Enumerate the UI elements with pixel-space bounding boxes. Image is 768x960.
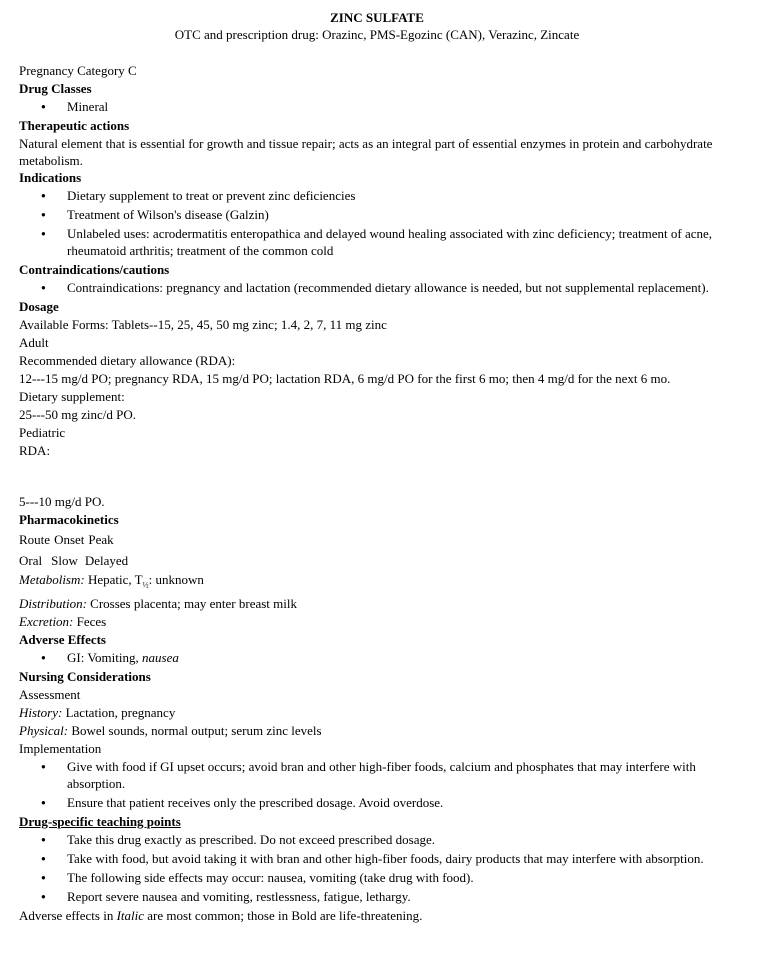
excretion-line (19, 613, 735, 631)
list-item: ● The following side effects may occur: nausea, vomiting (take drug with food). (19, 869, 735, 886)
dosage-line: Available Forms: Tablets--15, 25, 45, 50 mg zinc; 1.4, 2, 7, 11 mg zinc (19, 317, 387, 332)
list-item: ● Take this drug exactly as prescribed. Do not exceed prescribed dosage. (19, 831, 735, 848)
therapeutic-text: Natural element that is essential for growth and tissue repair; acts as an integral part of essential enzymes in protein and carbohydrate metabolism. (19, 136, 713, 168)
teaching-heading: Drug-specific teaching points (19, 813, 181, 829)
footer-note (19, 907, 735, 925)
drug-subtitle: OTC and prescription drug: Orazinc, PMS-Egozinc (CAN), Verazinc, Zincate (174, 27, 580, 42)
dosage-line: Pediatric (19, 425, 66, 440)
nursing-heading: Nursing Considerations (19, 668, 151, 684)
history-value: Lactation, pregnancy (65, 704, 176, 720)
metabolism-rest: : unknown (148, 572, 204, 587)
pregnancy-category: Pregnancy Category C (19, 63, 137, 78)
contraindications-list (19, 279, 735, 296)
list-item: ● Give with food if GI upset occurs; avoid bran and other high-fiber foods, calcium and phosphates that may interfere with absorption. (19, 758, 735, 792)
adverse-effects-heading: Adverse Effects (19, 631, 106, 647)
dosage-line: 12---15 mg/d PO; pregnancy RDA, 15 mg/d PO; lactation RDA, 6 mg/d PO for the first 6 mo; then 4 mg/d for the next 6 mo. (19, 371, 671, 386)
drug-classes-list (19, 98, 735, 115)
dosage-line: Adult (19, 335, 49, 350)
pk-header-onset: Onset (54, 532, 85, 547)
therapeutic-heading: Therapeutic actions (19, 118, 130, 133)
list-item (19, 649, 735, 666)
pk-header-route: Route (19, 532, 51, 547)
physical-line (19, 722, 735, 740)
list-item: ● Contraindications: pregnancy and lactation (recommended dietary allowance is needed, but not supplemental replacement). (19, 279, 735, 296)
pk-peak: Delayed (84, 553, 129, 568)
pediatric-rda-value: 5---10 mg/d PO. (19, 494, 105, 509)
pk-onset: Slow (51, 553, 78, 568)
half-life-subscript: ½ (142, 580, 149, 590)
list-item: ● Unlabeled uses: acrodermatitis enteropathica and delayed wound healing associated with zinc deficiency; treatment of acne, rheumatoid arthritis; treatment of the common cold (19, 225, 735, 259)
teaching-list (19, 831, 735, 905)
drug-title: ZINC SULFATE (330, 10, 424, 25)
metabolism-value: Hepatic, T (87, 572, 143, 587)
history-label: History: (19, 704, 63, 720)
indications-heading: Indications (19, 170, 82, 185)
pk-route: Oral (19, 553, 43, 568)
metabolism-label: Metabolism: (19, 572, 85, 587)
list-item: ● Treatment of Wilson's disease (Galzin) (19, 206, 735, 223)
footer-suffix: are most common; those in Bold are life-threatening. (144, 907, 423, 923)
physical-value: Bowel sounds, normal output; serum zinc levels (71, 722, 322, 738)
excretion-label: Excretion: (19, 613, 74, 629)
dosage-line: Dietary supplement: (19, 389, 125, 404)
distribution-label: Distribution: (19, 595, 87, 611)
list-item: ● Dietary supplement to treat or prevent zinc deficiencies (19, 187, 735, 204)
distribution-line (19, 595, 735, 613)
pk-header-row (19, 529, 735, 550)
list-item: ● Ensure that patient receives only the prescribed dosage. Avoid overdose. (19, 794, 735, 811)
metabolism-line (19, 571, 735, 595)
list-item: ● Take with food, but avoid taking it with bran and other high-fiber foods, dairy products that may interfere with absorption. (19, 850, 735, 867)
adverse-italic: nausea (142, 649, 179, 665)
dosage-line: RDA: (19, 443, 51, 458)
contraindications-heading: Contraindications/cautions (19, 262, 170, 277)
physical-label: Physical: (19, 722, 69, 738)
implementation-list (19, 758, 735, 811)
list-item: ● Report severe nausea and vomiting, restlessness, fatigue, lethargy. (19, 888, 735, 905)
pk-header-peak: Peak (88, 532, 114, 547)
footer-prefix: Adverse effects in (19, 907, 117, 923)
excretion-value: Feces (76, 613, 107, 629)
history-line (19, 704, 735, 722)
pharmacokinetics-heading: Pharmacokinetics (19, 512, 119, 527)
distribution-value: Crosses placenta; may enter breast milk (90, 595, 298, 611)
implementation-label: Implementation (19, 740, 102, 756)
indications-list (19, 187, 735, 259)
adverse-effects-list (19, 649, 735, 666)
list-item: ● Mineral (19, 98, 735, 115)
footer-italic: Italic (116, 907, 145, 923)
adverse-prefix: GI: Vomiting, (67, 649, 143, 665)
dosage-line: 25---50 mg zinc/d PO. (19, 407, 136, 422)
drug-monograph (19, 9, 735, 925)
dosage-heading: Dosage (19, 299, 59, 314)
pk-data-row (19, 550, 735, 571)
dosage-line: Recommended dietary allowance (RDA): (19, 353, 236, 368)
drug-classes-heading: Drug Classes (19, 81, 92, 96)
assessment-label: Assessment (19, 686, 81, 702)
